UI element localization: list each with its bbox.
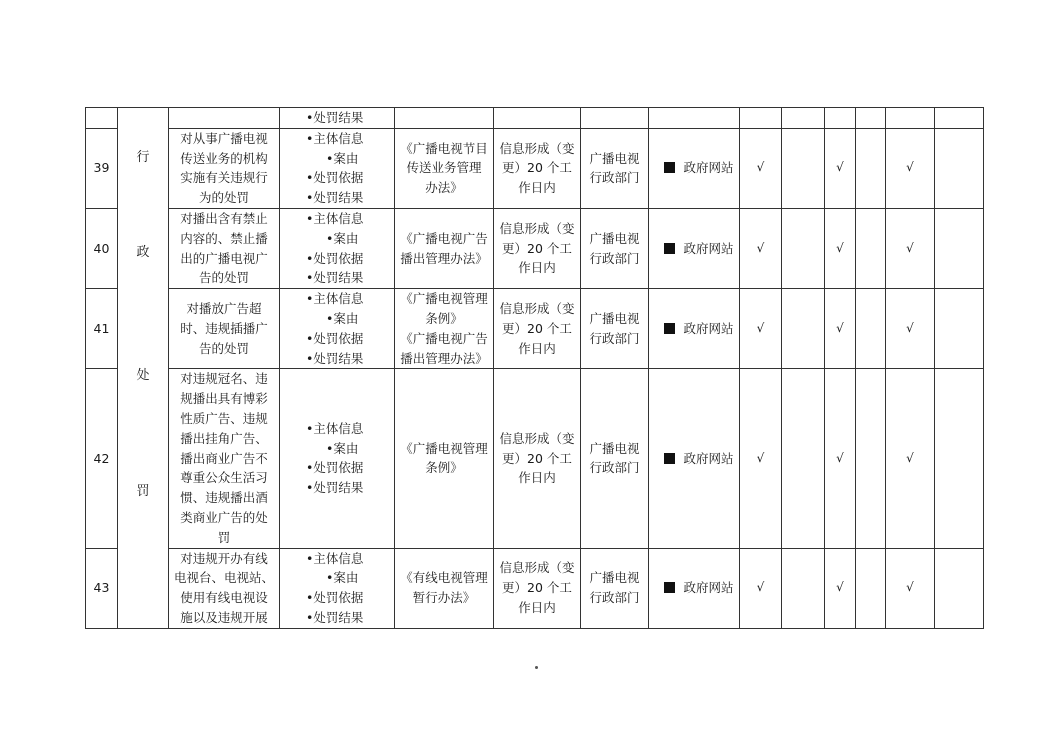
table-row [86, 548, 984, 628]
category-char: 处 [136, 368, 150, 383]
basis-line: 《有线电视管理 [400, 570, 488, 586]
channel-text: 政府网站 [683, 240, 734, 256]
content-line: •处罚结果 [306, 480, 364, 496]
square-bullet-icon [664, 323, 675, 334]
channel-cell [649, 208, 740, 288]
time-line: 更）20 个工 [502, 160, 572, 176]
check-cell [740, 128, 782, 208]
content-line: •处罚结果 [306, 190, 364, 206]
empty-cell [935, 128, 984, 208]
empty-cell [935, 289, 984, 369]
dept-line: 广播电视 [589, 440, 640, 456]
time-line: 信息形成（变 [499, 301, 575, 317]
item-cell [169, 108, 280, 129]
content-cell [280, 108, 395, 129]
content-line: •案由 [326, 230, 359, 246]
basis-line: 办法》 [425, 180, 463, 196]
check-mark-icon: √ [906, 240, 914, 255]
check-mark-icon: √ [836, 160, 844, 175]
item-line: 规播出具有博彩 [180, 391, 268, 407]
empty-cell [782, 208, 825, 288]
item-line: 对违规冠名、违 [180, 371, 268, 387]
time-line: 更）20 个工 [502, 580, 572, 596]
empty-cell [935, 369, 984, 548]
channel-label [654, 241, 733, 256]
empty-cell [782, 548, 825, 628]
content-cell [280, 369, 395, 548]
item-line: 内容的、禁止播 [180, 230, 268, 246]
empty-cell [856, 369, 886, 548]
channel-label [654, 451, 733, 466]
square-bullet-icon [664, 243, 675, 254]
item-line: 使用有线电视设 [180, 590, 268, 606]
empty-cell [856, 208, 886, 288]
empty-cell [856, 128, 886, 208]
empty-cell [782, 289, 825, 369]
check-cell [740, 369, 782, 548]
check-mark-icon: √ [756, 580, 765, 595]
check-mark-icon: √ [836, 320, 844, 335]
item-line: 出的广播电视广 [180, 250, 268, 266]
basis-line: 暂行办法》 [412, 590, 476, 606]
content-line: •主体信息 [306, 130, 364, 146]
empty-cell [856, 289, 886, 369]
basis-line: 播出管理办法》 [400, 250, 488, 266]
item-line: 播出挂角广告、 [180, 430, 268, 446]
square-bullet-icon [664, 162, 675, 173]
item-line: 为的处罚 [198, 190, 249, 206]
category-cell [118, 108, 169, 629]
dept-line: 广播电视 [589, 230, 640, 246]
content-line: •案由 [326, 310, 359, 326]
stray-dot [535, 666, 538, 669]
category-char: 行 [136, 150, 150, 165]
table-row [86, 128, 984, 208]
time-line: 作日内 [518, 600, 556, 616]
empty-cell [856, 548, 886, 628]
check-mark-icon: √ [756, 240, 765, 255]
channel-cell [649, 128, 740, 208]
content-line: •案由 [326, 150, 359, 166]
content-line: •案由 [326, 570, 359, 586]
check-cell [740, 289, 782, 369]
check-cell [825, 289, 856, 369]
time-line: 作日内 [518, 180, 556, 196]
row-number: 43 [86, 548, 118, 628]
content-line: •处罚结果 [306, 609, 364, 625]
dept-line: 广播电视 [589, 310, 640, 326]
table-row-partial [86, 108, 984, 129]
content-cell [280, 548, 395, 628]
basis-cell [395, 369, 494, 548]
basis-cell [395, 128, 494, 208]
check-cell [825, 369, 856, 548]
check-mark-icon: √ [906, 580, 914, 595]
item-line: 告的处罚 [198, 270, 249, 286]
content-line: •主体信息 [306, 210, 364, 226]
check-cell [825, 208, 856, 288]
dept-line: 广播电视 [589, 150, 640, 166]
check-mark-icon: √ [756, 450, 765, 465]
content-line: •处罚依据 [306, 330, 364, 346]
empty-cell [782, 369, 825, 548]
basis-line: 《广播电视节目 [400, 140, 488, 156]
item-line: 罚 [217, 529, 231, 545]
check-mark-icon: √ [756, 320, 765, 335]
check-cell [825, 548, 856, 628]
basis-line: 《广播电视管理 [400, 291, 488, 307]
check-mark-icon: √ [836, 580, 844, 595]
content-line: •处罚依据 [306, 460, 364, 476]
dept-cell [581, 369, 649, 548]
channel-cell [649, 548, 740, 628]
table-row [86, 289, 984, 369]
content-line: •处罚依据 [306, 170, 364, 186]
dept-line: 行政部门 [589, 330, 640, 346]
content-line: •主体信息 [306, 550, 364, 566]
channel-label [654, 160, 733, 175]
content-cell [280, 289, 395, 369]
item-line: 电视台、电视站、 [173, 570, 274, 586]
time-line: 作日内 [518, 340, 556, 356]
item-line: 对播出含有禁止 [180, 210, 268, 226]
content-line: •处罚结果 [306, 110, 364, 125]
item-line: 惯、违规播出酒 [180, 490, 268, 506]
check-mark-icon: √ [836, 240, 844, 255]
item-line: 传送业务的机构 [180, 150, 268, 166]
dept-cell [581, 548, 649, 628]
time-cell [494, 548, 581, 628]
category-char: 政 [136, 245, 150, 260]
channel-label [654, 321, 733, 336]
item-line: 实施有关违规行 [180, 170, 268, 186]
content-line: •主体信息 [306, 420, 364, 436]
item-cell [169, 289, 280, 369]
empty-cell [935, 208, 984, 288]
empty-cell [782, 128, 825, 208]
time-line: 作日内 [518, 470, 556, 486]
item-cell [169, 208, 280, 288]
basis-line: 条例》 [425, 310, 463, 326]
content-cell [280, 128, 395, 208]
square-bullet-icon [664, 582, 675, 593]
channel-text: 政府网站 [683, 320, 734, 336]
check-mark-icon: √ [906, 320, 914, 335]
check-cell [886, 369, 935, 548]
check-mark-icon: √ [756, 160, 765, 175]
item-line: 尊重公众生活习 [180, 470, 268, 486]
item-line: 类商业广告的处 [180, 509, 268, 525]
item-line: 对从事广播电视 [180, 130, 268, 146]
dept-line: 行政部门 [589, 460, 640, 476]
channel-text: 政府网站 [683, 450, 734, 466]
disclosure-table [85, 107, 984, 629]
basis-cell [395, 289, 494, 369]
channel-text: 政府网站 [683, 160, 734, 176]
time-line: 信息形成（变 [499, 560, 575, 576]
basis-line: 条例》 [425, 460, 463, 476]
check-cell [886, 208, 935, 288]
basis-line: 传送业务管理 [406, 160, 482, 176]
check-cell [740, 548, 782, 628]
dept-cell [581, 208, 649, 288]
time-cell [494, 369, 581, 548]
channel-cell [649, 289, 740, 369]
category-char: 罚 [136, 484, 150, 499]
time-cell [494, 289, 581, 369]
check-cell [886, 289, 935, 369]
item-cell [169, 369, 280, 548]
dept-line: 广播电视 [589, 570, 640, 586]
dept-line: 行政部门 [589, 590, 640, 606]
time-line: 信息形成（变 [499, 220, 575, 236]
content-cell [280, 208, 395, 288]
item-line: 对播放广告超 [186, 301, 262, 317]
check-cell [886, 548, 935, 628]
time-line: 更）20 个工 [502, 240, 572, 256]
content-line: •处罚结果 [306, 270, 364, 286]
check-cell [886, 128, 935, 208]
dept-line: 行政部门 [589, 250, 640, 266]
check-mark-icon: √ [906, 160, 914, 175]
dept-cell [581, 128, 649, 208]
basis-line: 《广播电视广告 [400, 330, 488, 346]
time-line: 信息形成（变 [499, 140, 575, 156]
table-row [86, 208, 984, 288]
basis-line: 《广播电视广告 [400, 230, 488, 246]
empty-cell [935, 548, 984, 628]
check-mark-icon: √ [906, 450, 914, 465]
channel-label [654, 580, 733, 595]
dept-line: 行政部门 [589, 170, 640, 186]
item-line: 时、违规插播广 [180, 320, 268, 336]
check-cell [740, 208, 782, 288]
content-line: •主体信息 [306, 291, 364, 307]
basis-line: 《广播电视管理 [400, 440, 488, 456]
time-line: 更）20 个工 [502, 320, 572, 336]
item-cell [169, 128, 280, 208]
item-line: 施以及违规开展 [180, 609, 268, 625]
basis-cell [395, 208, 494, 288]
content-line: •处罚结果 [306, 350, 364, 366]
time-line: 更）20 个工 [502, 450, 572, 466]
row-number: 42 [86, 369, 118, 548]
dept-cell [581, 289, 649, 369]
time-cell [494, 128, 581, 208]
item-cell [169, 548, 280, 628]
channel-text: 政府网站 [683, 580, 734, 596]
content-line: •案由 [326, 440, 359, 456]
item-line: 告的处罚 [198, 340, 249, 356]
row-number: 39 [86, 128, 118, 208]
item-line: 对违规开办有线 [180, 550, 268, 566]
check-mark-icon: √ [836, 450, 844, 465]
time-cell [494, 208, 581, 288]
check-cell [825, 128, 856, 208]
row-number: 41 [86, 289, 118, 369]
content-line: •处罚依据 [306, 590, 364, 606]
basis-line: 播出管理办法》 [400, 350, 488, 366]
item-line: 性质广告、违规 [180, 410, 268, 426]
time-line: 信息形成（变 [499, 430, 575, 446]
num-cell [86, 108, 118, 129]
channel-cell [649, 369, 740, 548]
table-row [86, 369, 984, 548]
square-bullet-icon [664, 453, 675, 464]
time-line: 作日内 [518, 260, 556, 276]
content-line: •处罚依据 [306, 250, 364, 266]
row-number: 40 [86, 208, 118, 288]
basis-cell [395, 548, 494, 628]
item-line: 播出商业广告不 [180, 450, 268, 466]
